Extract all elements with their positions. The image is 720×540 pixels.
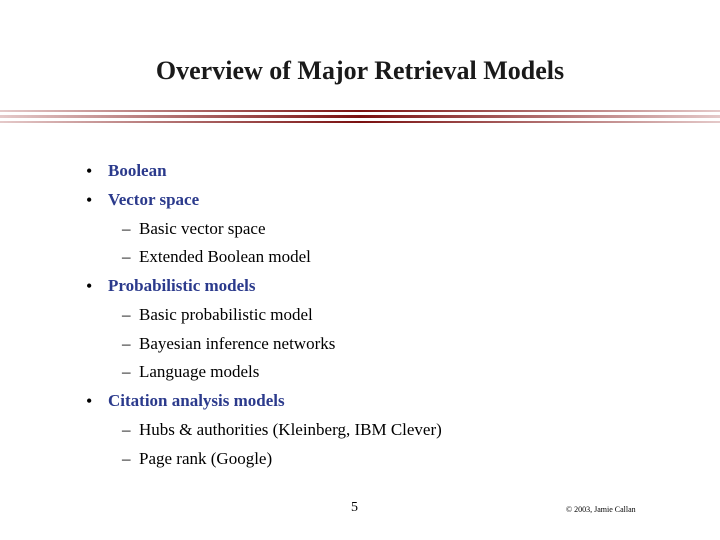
dash-icon: – [122, 334, 131, 353]
dash-icon: – [122, 219, 131, 238]
sub-list-item-label: Language models [139, 362, 260, 381]
sub-list-item-label: Basic vector space [139, 219, 266, 238]
dash-icon: – [122, 420, 131, 439]
list-item-label: Citation analysis models [108, 391, 285, 410]
bullet-icon: • [86, 391, 93, 411]
sub-list-item-label: Extended Boolean model [139, 247, 311, 266]
copyright-notice: © 2003, Jamie Callan [566, 505, 636, 514]
slide-title: Overview of Major Retrieval Models [155, 56, 565, 85]
list-item-label: Boolean [108, 161, 167, 180]
dash-icon: – [122, 305, 131, 324]
list-item-label: Vector space [108, 190, 200, 209]
dash-icon: – [122, 362, 131, 381]
list-item-label: Probabilistic models [108, 276, 256, 295]
sub-list-item-label: Page rank (Google) [139, 449, 273, 468]
page-number: 5 [351, 500, 358, 515]
bullet-icon: • [86, 276, 93, 296]
sub-list-item-label: Bayesian inference networks [139, 334, 336, 353]
bullet-icon: • [86, 161, 93, 181]
sub-list-item-label: Basic probabilistic model [139, 305, 313, 324]
bullet-icon: • [86, 190, 93, 210]
dash-icon: – [122, 449, 131, 468]
dash-icon: – [122, 247, 131, 266]
sub-list-item-label: Hubs & authorities (Kleinberg, IBM Clever) [139, 420, 442, 439]
